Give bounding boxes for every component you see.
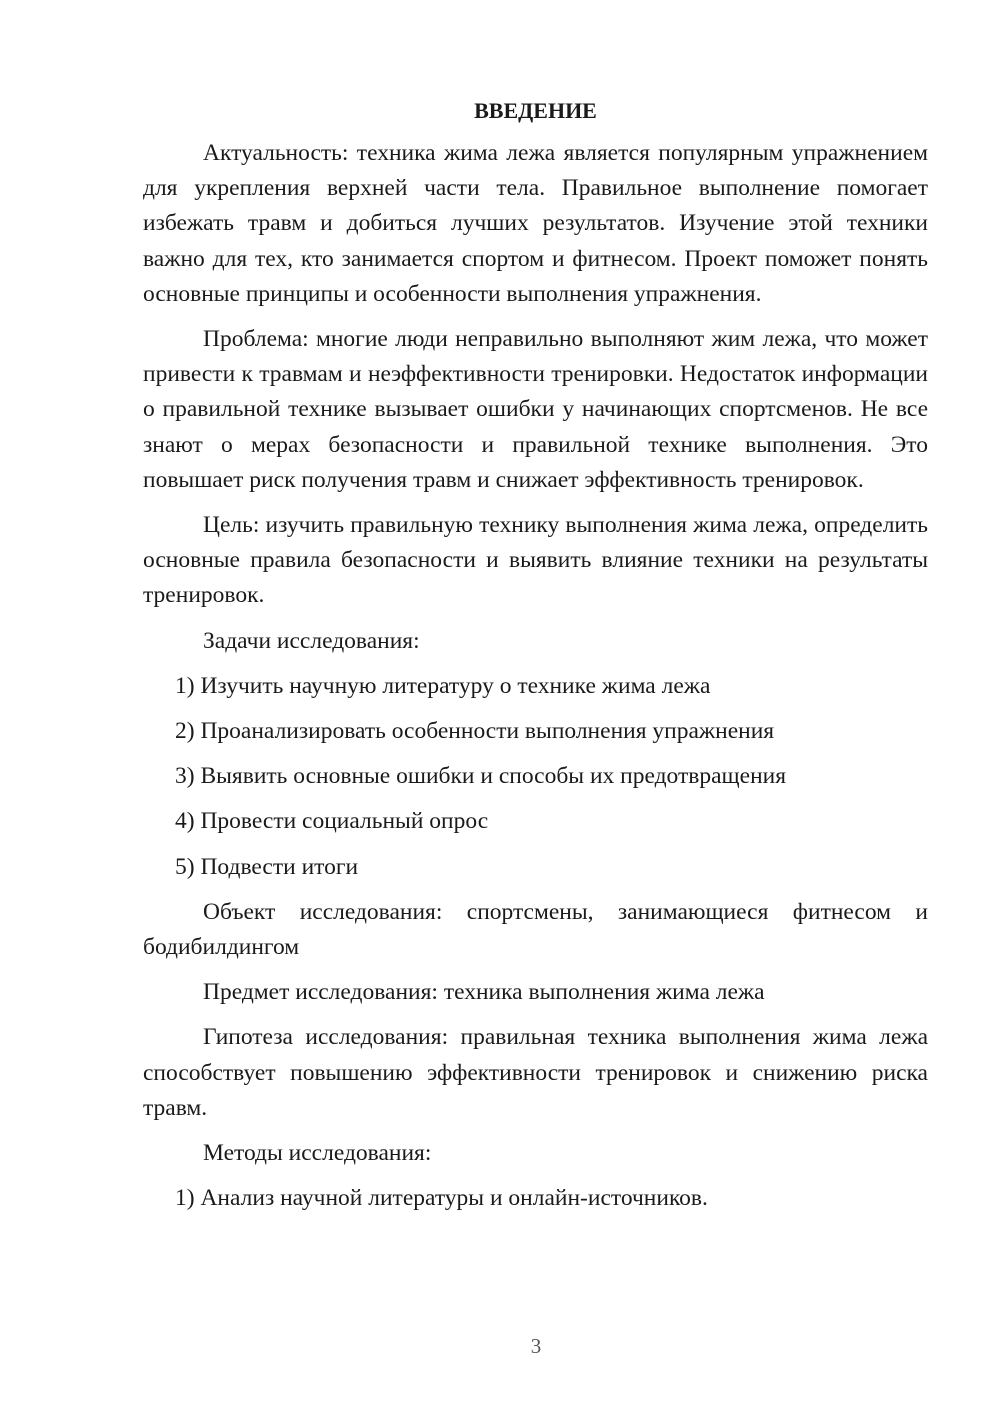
methods-heading: Методы исследования:	[203, 1140, 432, 1167]
subject-paragraph: Предмет исследования: техника выполнения жима лежа	[203, 979, 765, 1006]
list-item: 5) Подвести итоги	[175, 853, 359, 880]
page-number: 3	[530, 1334, 542, 1358]
list-item: 1) Анализ научной литературы и онлайн-источников.	[175, 1185, 708, 1212]
relevance-paragraph: Актуальность: техника жима лежа является популярным упражнением для укрепления верхней части тела. Правильное выполнение помогает избежать травм и добиться лучших результатов. Изучение этой техники важно для тех, кто занимается спортом и фитнесом. Проект поможет понять основные принципы и особенности выполнения упражнения.	[143, 140, 928, 307]
tasks-heading: Задачи исследования:	[203, 627, 420, 654]
object-paragraph: Объект исследования: спортсмены, занимающиеся фитнесом и бодибилдингом	[143, 898, 928, 961]
problem-paragraph: Проблема: многие люди неправильно выполняют жим лежа, что может привести к травмам и неэффективности тренировки. Недостаток информации о правильной технике вызывает ошибки у начинающих спортсменов. Не все знают о мерах безопасности и правильной технике выполнения. Это повышает риск получения травм и снижает эффективность тренировок.	[143, 326, 928, 493]
tasks-list	[143, 669, 928, 885]
list-item: 3) Выявить основные ошибки и способы их предотвращения	[175, 763, 787, 790]
list-item: 2) Проанализировать особенности выполнения упражнения	[175, 718, 775, 745]
list-item: 4) Провести социальный опрос	[175, 808, 489, 835]
document-body	[143, 96, 928, 1226]
page-title: ВВЕДЕНИЕ	[474, 98, 597, 123]
hypothesis-paragraph: Гипотеза исследования: правильная техника выполнения жима лежа способствует повышению эффективности тренировок и снижению риска травм.	[143, 1024, 928, 1121]
methods-list	[143, 1181, 928, 1216]
list-item: 1) Изучить научную литературу о технике жима лежа	[175, 672, 711, 699]
goal-paragraph: Цель: изучить правильную технику выполнения жима лежа, определить основные правила безопасности и выявить влияние техники на результаты тренировок.	[143, 512, 928, 609]
